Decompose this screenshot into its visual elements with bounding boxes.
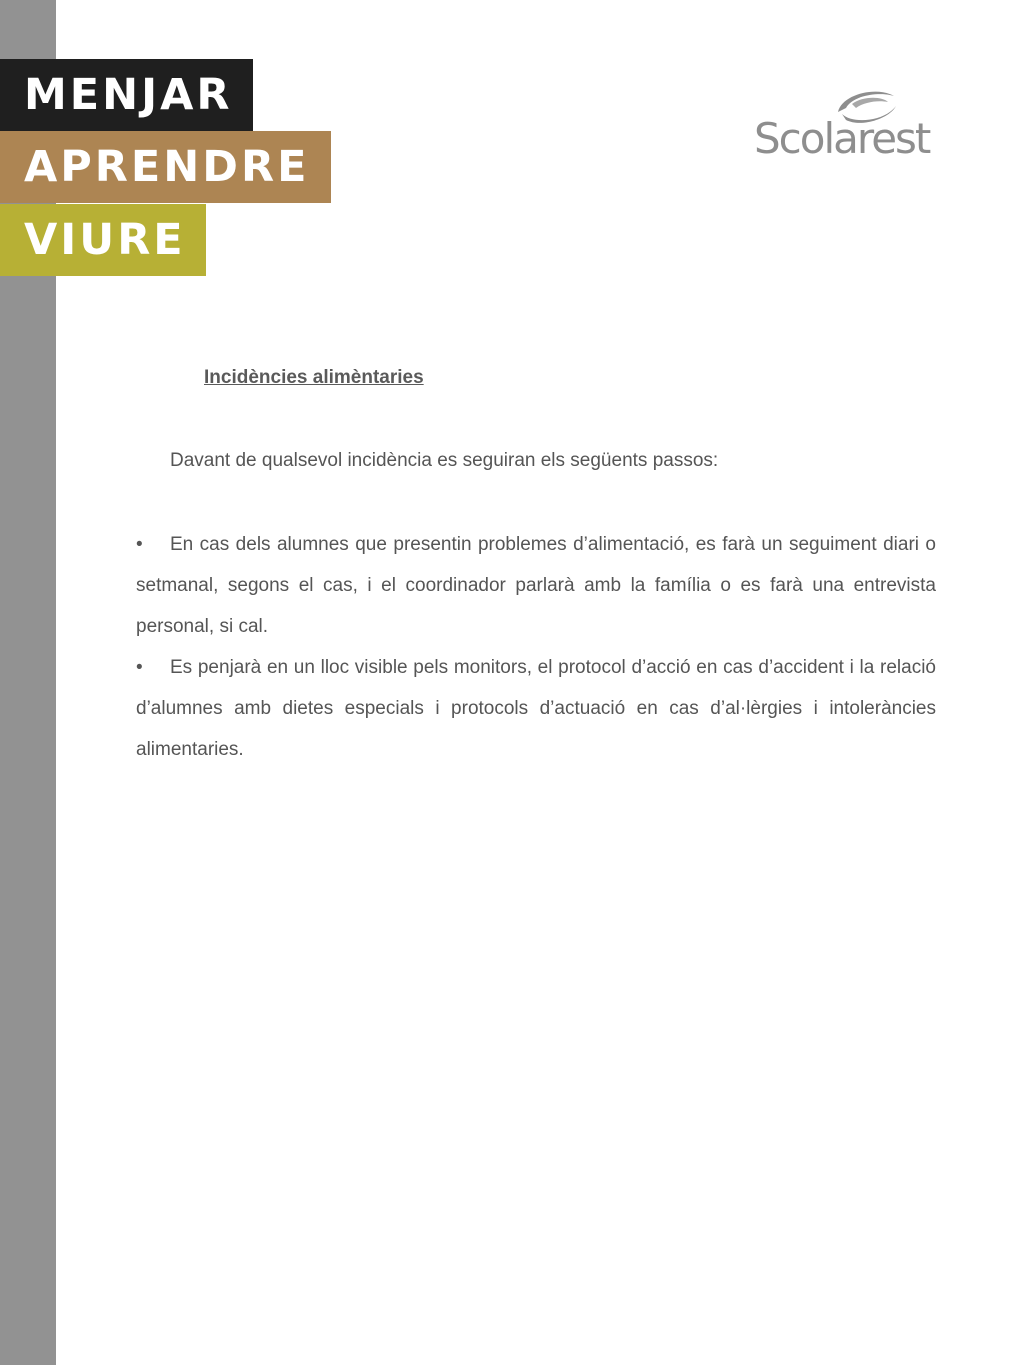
banner-aprendre: APRENDRE <box>0 131 331 203</box>
list-item-text: Es penjarà en un lloc visible pels monitors, el protocol d’acció en cas d’accident i la relació d’alumnes amb dietes especials i protocols d’actuació en cas d’al·lèrgies i intoleràncies alimentaries. <box>136 657 936 760</box>
bullet-icon: • <box>136 657 143 678</box>
banner-menjar: MENJAR <box>0 59 253 131</box>
page-title: Incidències alimèntaries <box>204 367 424 388</box>
banner-viure: VIURE <box>0 204 206 276</box>
list-item-text: En cas dels alumnes que presentin problemes d’alimentació, es farà un seguiment diari o setmanal, segons el cas, i el coordinador parlarà amb la família o es farà una entrevista personal, si cal. <box>136 534 936 637</box>
list-item <box>136 524 936 647</box>
scolarest-logo <box>752 84 928 174</box>
list-item <box>136 647 936 770</box>
bullet-list <box>136 524 936 770</box>
bullet-icon: • <box>136 534 143 555</box>
logo-text: Scolarest <box>754 114 930 163</box>
intro-paragraph: Davant de qualsevol incidència es seguiran els següents passos: <box>170 450 719 471</box>
